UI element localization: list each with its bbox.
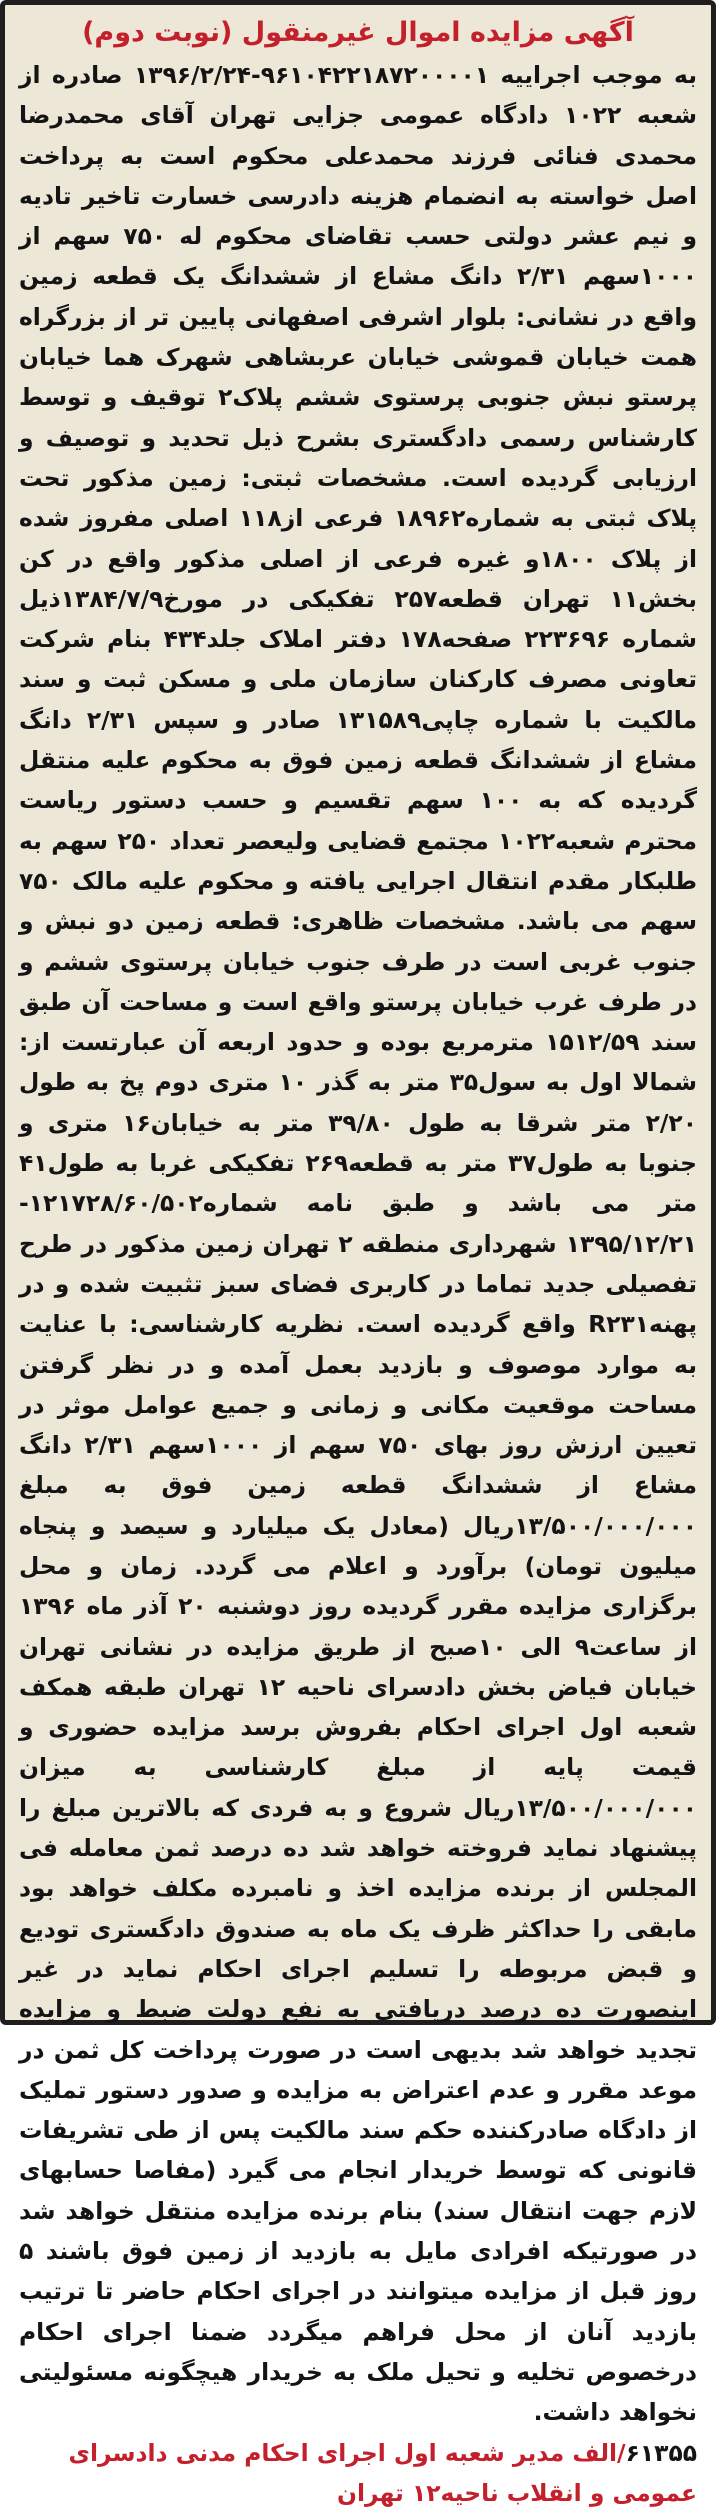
notice-title: آگهی مزایده اموال غیرمنقول (نوبت دوم) [82, 17, 634, 48]
signature-text: /الف مدیر شعبه اول اجرای احکام مدنی دادسرای عمومی و انقلاب ناحیه۱۲ تهران [68, 2438, 697, 2507]
notice-signature [19, 2433, 697, 2513]
notice-body: به موجب اجراییه ۹۶۱۰۴۲۲۱۸۷۲۰۰۰۰۱-۱۳۹۶/۲/۲۴ صادره از شعبه ۱۰۲۲ دادگاه عمومی جزایی تهران آقای محمدرضا محمدی فنائی فرزند محمدعلی محکوم است به پرداخت اصل خواسته به انضمام هزینه دادرسی خسارت تاخیر تادیه و نیم عشر دولتی حسب تقاضای محکوم له ۷۵۰ سهم از ۱۰۰۰سهم ۲/۳۱ دانگ مشاع از ششدانگ یک قطعه زمین واقع در نشانی: بلوار اشرفی اصفهانی پایین تر از بزرگراه همت خیابان قموشی خیابان عربشاهی شهرک هما خیابان پرستو نبش جنوبی پرستوی ششم پلاک۲ توقیف و توسط کارشناس رسمی دادگستری بشرح ذیل تحدید و توصیف و ارزیابی گردیده است. مشخصات ثبتی: زمین مذکور تحت پلاک ثبتی به شماره۱۸۹۶۲ فرعی از۱۱۸ اصلی مفروز شده از پلاک ۱۸۰۰و غیره فرعی از اصلی مذکور واقع در کن بخش۱۱ تهران قطعه۲۵۷ تفکیکی در مورخ۱۳۸۴/۷/۹ذیل شماره ۲۲۳۶۹۶ صفحه۱۷۸ دفتر املاک جلد۴۳۴ بنام شرکت تعاونی مصرف کارکنان سازمان ملی و مسکن ثبت و سند مالکیت با شماره چاپی۱۳۱۵۸۹ صادر و سپس ۲/۳۱ دانگ مشاع از ششدانگ قطعه زمین فوق به محکوم علیه منتقل گردیده که به ۱۰۰ سهم تقسیم و حسب دستور ریاست محترم شعبه۱۰۲۲ مجتمع قضایی ولیعصر تعداد ۲۵۰ سهم به طلبکار مقدم انتقال اجرایی یافته و محکوم علیه مالک ۷۵۰ سهم می باشد. مشخصات ظاهری: قطعه زمین دو نبش و جنوب غربی است در طرف جنوب خیابان پرستوی ششم و در طرف غرب خیابان پرستو واقع است و مساحت آن طبق سند ۱۵۱۲/۵۹ مترمربع بوده و حدود اربعه آن عبارتست از: شمالا اول به سول۳۵ متر به گذر ۱۰ متری دوم پخ به طول ۲/۲۰ متر شرقا به طول ۳۹/۸۰ متر به خیابان۱۶ متری و جنوبا به طول۳۷ متر به قطعه۲۶۹ تفکیکی غربا به طول۴۱ متر می باشد و طبق نامه شماره۱۲۱۷۲۸/۶۰/۵۰۲- ۱۳۹۵/۱۲/۲۱ شهرداری منطقه ۲ تهران زمین مذکور در طرح تفصیلی جدید تماما در کاربری فضای سبز تثبیت شده و در پهنهR۲۳۱ واقع گردیده است. نظریه کارشناسی: با عنایت به موارد موصوف و بازدید بعمل آمده و در نظر گرفتن مساحت موقعیت مکانی و زمانی و جمیع عوامل موثر در تعیین ارزش روز بهای ۷۵۰ سهم از ۱۰۰۰سهم ۲/۳۱ دانگ مشاع از ششدانگ قطعه زمین فوق به مبلغ ۱۳/۵۰۰/۰۰۰/۰۰۰ریال (معادل یک میلیارد و سیصد و پنجاه میلیون تومان) برآورد و اعلام می گردد. زمان و محل برگزاری مزایده مقرر گردیده روز دوشنبه ۲۰ آذر ماه ۱۳۹۶ از ساعت۹ الی ۱۰صبح از طریق مزایده در نشانی تهران خیابان فیاض بخش دادسرای ناحیه ۱۲ تهران طبقه همکف شعبه اول اجرای احکام بفروش برسد مزایده حضوری و قیمت پایه از مبلغ کارشناسی به میزان ۱۳/۵۰۰/۰۰۰/۰۰۰ریال شروع و به فردی که بالاترین مبلغ را پیشنهاد نماید فروخته خواهد شد ده درصد ثمن معامله فی المجلس از برنده مزایده اخذ و نامبرده مکلف خواهد بود مابقی را حداکثر ظرف یک ماه به صندوق دادگستری تودیع و قبض مربوطه را تسلیم اجرای احکام نماید در غیر اینصورت ده درصد دریافتی به نفع دولت ضبط و مزایده تجدید خواهد شد بدیهی است در صورت پرداخت کل ثمن در موعد مقرر و عدم اعتراض به مزایده و صدور دستور تملیک از دادگاه صادرکننده حکم سند مالکیت پس از طی تشریفات قانونی که توسط خریدار انجام می گیرد (مفاصا حسابهای لازم جهت انتقال سند) بنام برنده مزایده منتقل خواهد شد در صورتیکه افرادی مایل به بازدید از زمین فوق باشند ۵ روز قبل از مزایده میتوانند در اجرای احکام حاضر تا ترتیب بازدید آنان از محل فراهم میگردد ضمنا اجرای احکام درخصوص تخلیه و تحیل ملک به خریدار هیچگونه مسئولیتی نخواهد داشت. [19, 61, 698, 2427]
signature-reference-number: ۶۱۳۵۵ [625, 2438, 697, 2467]
